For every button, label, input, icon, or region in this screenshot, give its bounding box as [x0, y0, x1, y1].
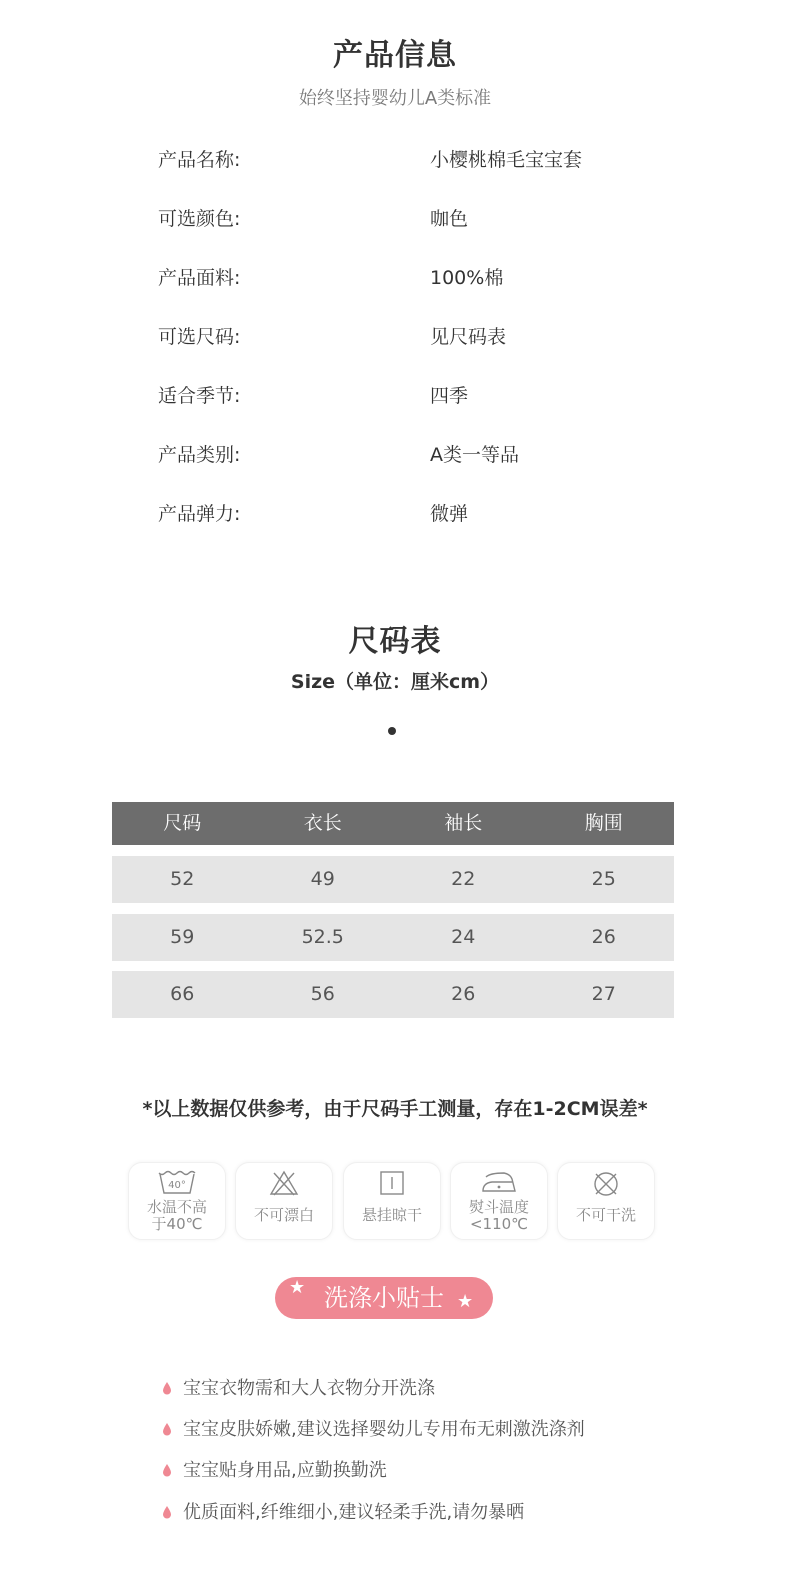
- info-row-season: [158, 381, 678, 411]
- table-cell: 27: [591, 983, 616, 1005]
- table-cell: 25: [591, 868, 616, 890]
- list-item: [162, 1374, 722, 1398]
- care-no-bleach: [235, 1162, 333, 1240]
- tip-text: 宝宝皮肤娇嫩,建议选择婴幼儿专用布无刺激洗涤剂: [183, 1419, 585, 1440]
- care-label: 不可漂白: [253, 1206, 314, 1224]
- info-label: 产品名称:: [158, 149, 241, 171]
- table-cell: 49: [310, 868, 335, 890]
- tip-text: 优质面料,纤维细小,建议轻柔手洗,请勿暴晒: [183, 1502, 525, 1523]
- table-row: [112, 971, 674, 1018]
- star-icon: ★: [457, 1291, 474, 1312]
- info-label: 产品类别:: [158, 444, 241, 466]
- tip-text: 宝宝贴身用品,应勤换勤洗: [183, 1460, 387, 1481]
- water-drop-icon: [162, 1505, 172, 1519]
- washing-tips-badge: [275, 1277, 493, 1319]
- water-drop-icon: [162, 1422, 172, 1436]
- care-label: 悬挂晾干: [361, 1206, 422, 1224]
- care-label: <110℃: [469, 1215, 529, 1233]
- measurement-note: *以上数据仅供参考，由于尺码手工测量，存在1-2CM误差*: [142, 1098, 648, 1120]
- info-value: 咖色: [430, 208, 469, 230]
- care-hang-dry: [343, 1162, 441, 1240]
- table-cell: 26: [591, 926, 616, 948]
- wash-tub-40-icon: [157, 1169, 197, 1195]
- info-value: 四季: [430, 385, 469, 407]
- list-item: [162, 1415, 722, 1439]
- size-table-header: [112, 802, 674, 845]
- table-row: [112, 856, 674, 903]
- washing-tips-title: 洗涤小贴士: [324, 1284, 444, 1312]
- info-label: 产品弹力:: [158, 503, 241, 525]
- info-label: 可选颜色:: [158, 208, 241, 230]
- no-dry-clean-icon: [591, 1169, 621, 1199]
- info-value: 微弹: [430, 503, 469, 525]
- table-cell: 26: [451, 983, 476, 1005]
- table-cell: 24: [451, 926, 476, 948]
- header-cell: 袖长: [444, 812, 483, 834]
- table-cell: 59: [170, 926, 195, 948]
- info-label: 可选尺码:: [158, 326, 241, 348]
- table-row: [112, 914, 674, 961]
- info-value: 100%棉: [430, 267, 504, 289]
- iron-icon: [480, 1169, 518, 1195]
- water-drop-icon: [162, 1381, 172, 1395]
- info-label: 适合季节:: [158, 385, 241, 407]
- list-item: [162, 1456, 722, 1480]
- info-label: 产品面料:: [158, 267, 241, 289]
- info-row-elasticity: [158, 499, 678, 529]
- care-no-dry-clean: [557, 1162, 655, 1240]
- size-chart-title: 尺码表: [348, 624, 442, 659]
- care-iron: [450, 1162, 548, 1240]
- table-cell: 66: [170, 983, 195, 1005]
- tip-text: 宝宝衣物需和大人衣物分开洗涤: [183, 1378, 435, 1399]
- info-value: A类一等品: [430, 444, 519, 466]
- care-label: 熨斗温度: [468, 1198, 529, 1216]
- info-row-category: [158, 440, 678, 470]
- no-bleach-icon: [268, 1169, 300, 1197]
- table-cell: 56: [310, 983, 335, 1005]
- care-wash-40: [128, 1162, 226, 1240]
- info-row-size: [158, 322, 678, 352]
- list-item: [162, 1498, 722, 1522]
- header-cell: 胸围: [584, 812, 623, 834]
- product-info-subtitle: 始终坚持婴幼儿A类标准: [298, 88, 492, 109]
- info-value: 小樱桃棉毛宝宝套: [430, 149, 583, 171]
- care-label: 于40℃: [151, 1215, 203, 1233]
- table-cell: 22: [451, 868, 476, 890]
- size-chart-subtitle: Size（单位：厘米cm）: [290, 671, 500, 693]
- star-icon: ★: [289, 1277, 306, 1298]
- water-drop-icon: [162, 1463, 172, 1477]
- info-row-color: [158, 204, 678, 234]
- hang-dry-icon: [378, 1169, 406, 1197]
- care-label: 不可干洗: [575, 1206, 636, 1224]
- info-row-name: [158, 145, 678, 175]
- divider-dot: [388, 727, 396, 735]
- care-label: 水温不高: [146, 1198, 207, 1216]
- header-cell: 衣长: [303, 812, 342, 834]
- header-cell: 尺码: [163, 812, 202, 834]
- info-value: 见尺码表: [430, 326, 507, 348]
- product-info-title: 产品信息: [333, 38, 457, 73]
- info-row-fabric: [158, 263, 678, 293]
- table-cell: 52.5: [301, 926, 344, 948]
- wash-temp-badge: 40°: [168, 1180, 186, 1191]
- table-cell: 52: [170, 868, 195, 890]
